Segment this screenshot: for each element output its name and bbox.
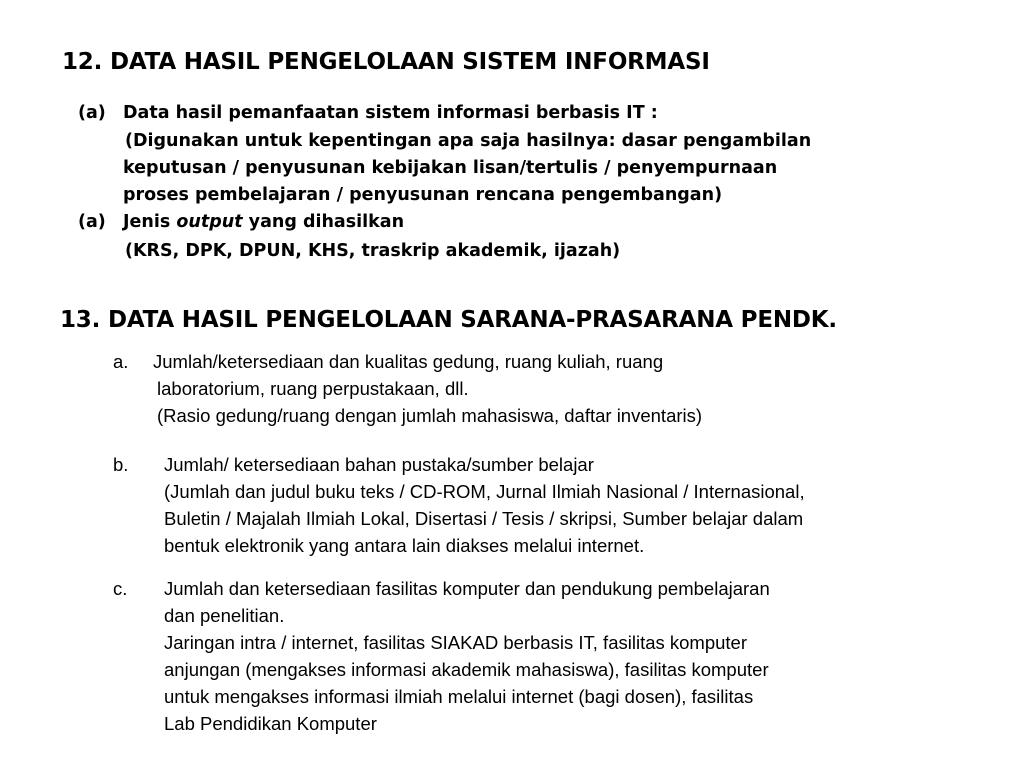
item-note-line: keputusan / penyusunan kebijakan lisan/tertulis / penyempurnaan xyxy=(123,158,778,178)
section-13-heading: 13. DATA HASIL PENGELOLAAN SARANA-PRASARANA PENDK. xyxy=(60,307,837,333)
item-line: (Rasio gedung/ruang dengan jumlah mahasiswa, daftar inventaris) xyxy=(157,405,703,426)
section-13-item-b xyxy=(0,451,1024,561)
item-line: Jumlah/ketersediaan dan kualitas gedung, ruang kuliah, ruang xyxy=(153,351,664,372)
item-marker: a. xyxy=(113,351,129,372)
item-text xyxy=(123,209,404,235)
item-line: dan penelitian. xyxy=(164,605,285,626)
item-line: Buletin / Majalah Ilmiah Lokal, Disertasi / Tesis / skripsi, Sumber belajar dalam xyxy=(164,508,804,529)
item-marker: (a) xyxy=(78,212,106,232)
item-line: untuk mengakses informasi ilmiah melalui internet (bagi dosen), fasilitas xyxy=(164,686,754,707)
item-text-emphasis: output xyxy=(176,212,243,232)
section-12-heading: 12. DATA HASIL PENGELOLAAN SISTEM INFORMASI xyxy=(62,49,710,75)
item-note-line: proses pembelajaran / penyusunan rencana pengembangan) xyxy=(123,185,723,205)
section-13-item-a xyxy=(0,348,1024,432)
item-note-line: (KRS, DPK, DPUN, KHS, traskrip akademik, ijazah) xyxy=(125,241,621,261)
item-line: Jumlah dan ketersediaan fasilitas komputer dan pendukung pembelajaran xyxy=(164,578,770,599)
section-12-item-2 xyxy=(0,209,1024,269)
item-line: laboratorium, ruang perpustakaan, dll. xyxy=(157,378,469,399)
item-line: Jaringan intra / internet, fasilitas SIAKAD berbasis IT, fasilitas komputer xyxy=(164,632,748,653)
item-marker: b. xyxy=(113,454,129,475)
item-line: Jumlah/ ketersediaan bahan pustaka/sumber belajar xyxy=(164,454,594,475)
item-text-prefix: Jenis xyxy=(123,212,177,232)
item-marker: c. xyxy=(113,578,128,599)
section-12-item-1 xyxy=(0,100,1024,210)
item-text-suffix: yang dihasilkan xyxy=(242,212,405,232)
item-line: Lab Pendidikan Komputer xyxy=(164,713,377,734)
item-line: (Jumlah dan judul buku teks / CD-ROM, Jurnal Ilmiah Nasional / Internasional, xyxy=(164,481,805,502)
item-text: Data hasil pemanfaatan sistem informasi berbasis IT : xyxy=(123,103,658,123)
section-13-item-c xyxy=(0,575,1024,740)
item-marker: (a) xyxy=(78,103,106,123)
item-line: anjungan (mengakses informasi akademik mahasiswa), fasilitas komputer xyxy=(164,659,769,680)
item-note-line: (Digunakan untuk kepentingan apa saja hasilnya: dasar pengambilan xyxy=(125,131,812,151)
item-line: bentuk elektronik yang antara lain diakses melalui internet. xyxy=(164,535,645,556)
